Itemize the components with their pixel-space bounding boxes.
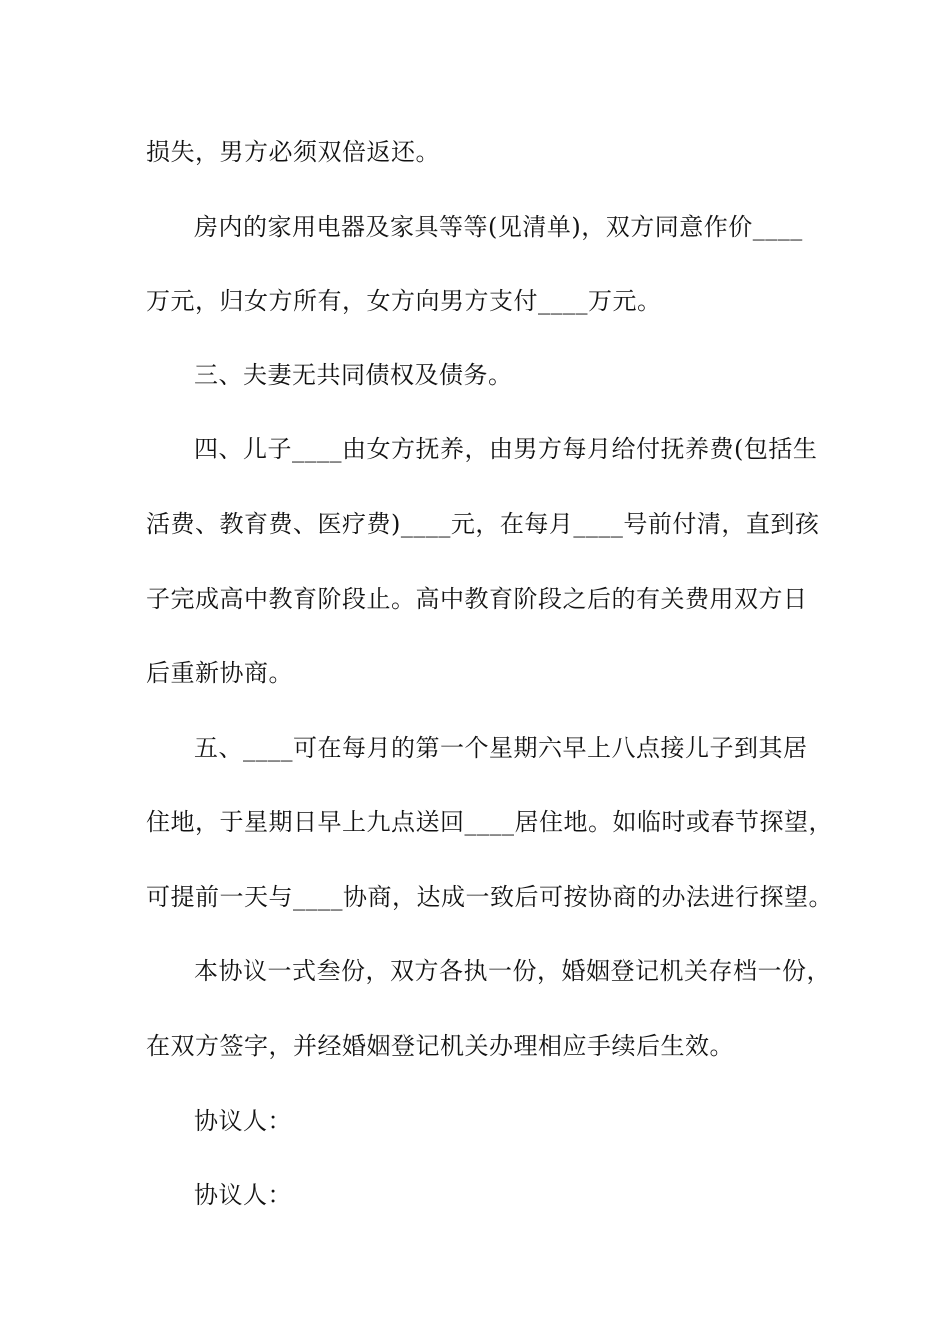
signatory-label-2: 协议人：: [194, 1181, 292, 1209]
text-line-4: 三、夫妻无共同债权及债务。: [194, 361, 513, 389]
text-line-13: 在双方签字，并经婚姻登记机关办理相应手续后生效。: [146, 1032, 734, 1060]
text-line-10: 住地，于星期日早上九点送回____居住地。如临时或春节探望，: [146, 808, 833, 836]
text-line-6: 活费、教育费、医疗费)____元，在每月____号前付清，直到孩: [146, 510, 820, 538]
text-line-5: 四、儿子____由女方抚养，由男方每月给付抚养费(包括生: [194, 435, 818, 463]
text-line-9: 五、____可在每月的第一个星期六早上八点接儿子到其居: [194, 734, 808, 762]
signatory-label-1: 协议人：: [194, 1107, 292, 1135]
text-line-8: 后重新协商。: [146, 659, 293, 687]
text-line-3: 万元，归女方所有，女方向男方支付____万元。: [146, 287, 662, 315]
text-line-12: 本协议一式叁份，双方各执一份，婚姻登记机关存档一份，: [194, 957, 831, 985]
text-line-7: 子完成高中教育阶段止。高中教育阶段之后的有关费用双方日: [146, 585, 808, 613]
text-line-1: 损失，男方必须双倍返还。: [146, 138, 440, 166]
text-line-2: 房内的家用电器及家具等等(见清单)，双方同意作价____: [194, 213, 803, 241]
text-line-11: 可提前一天与____协商，达成一致后可按协商的办法进行探望。: [146, 883, 833, 911]
